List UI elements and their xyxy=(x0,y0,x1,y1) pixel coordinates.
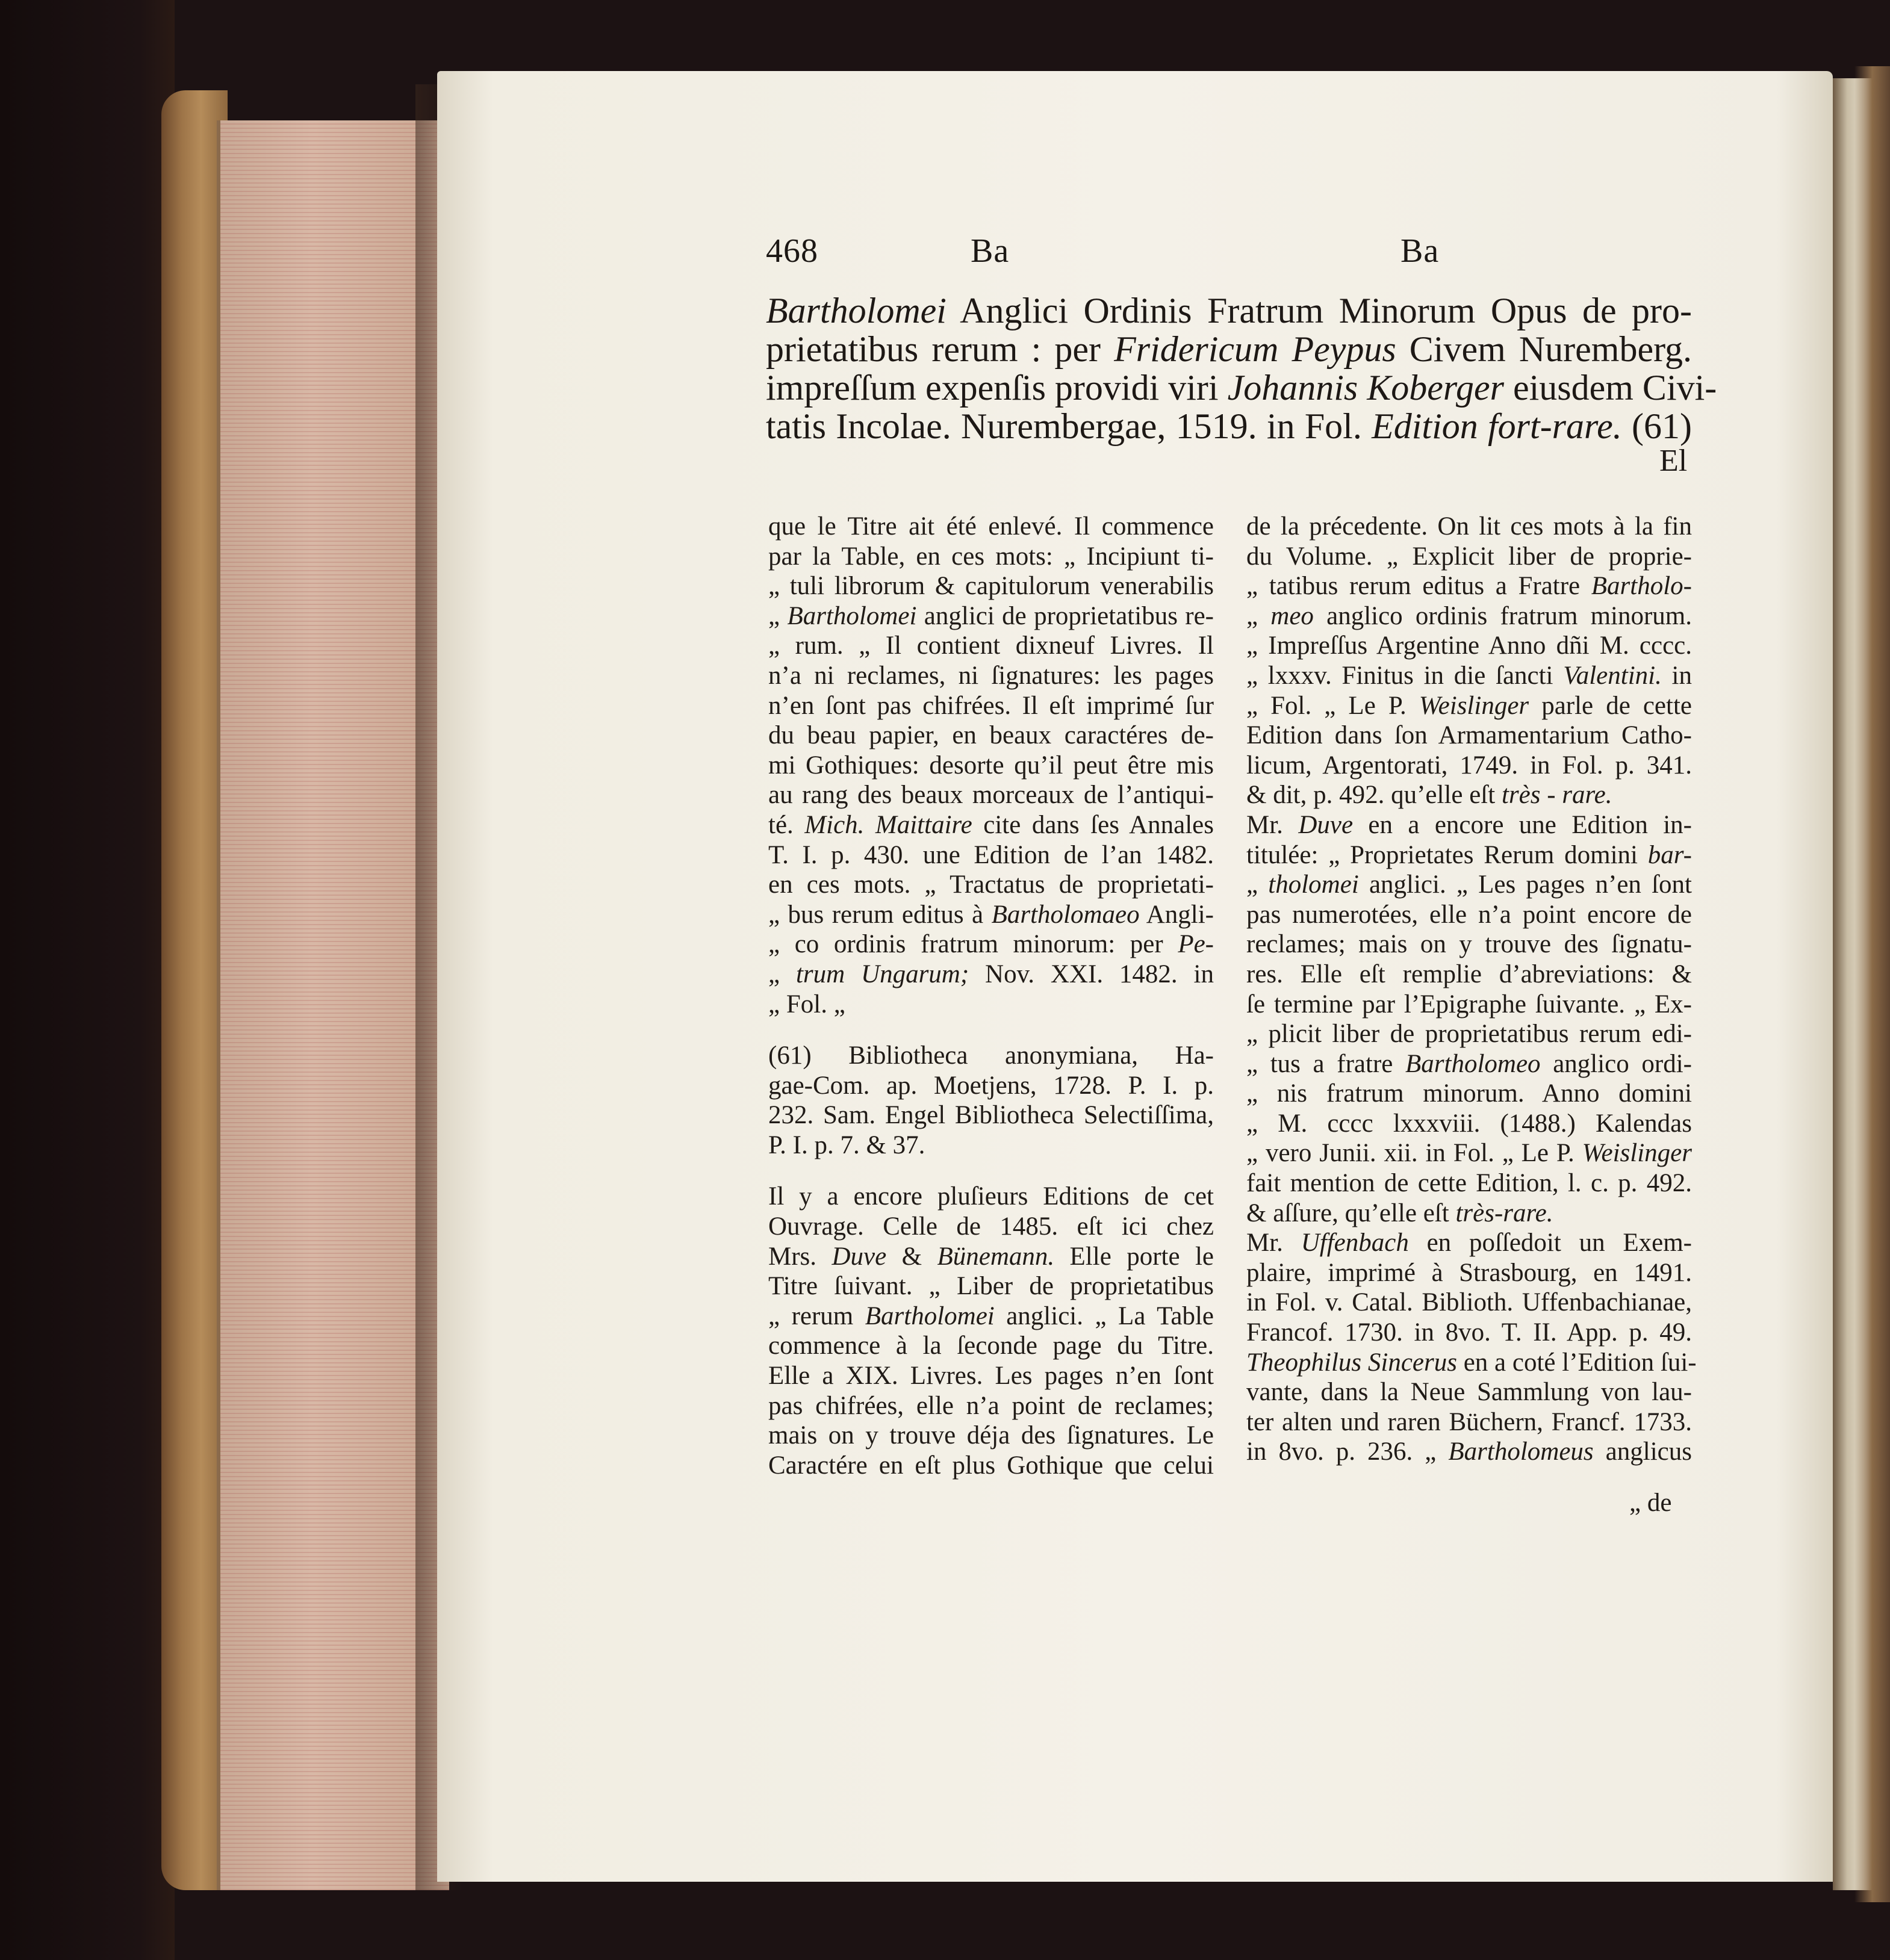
text-line: mais on y trouve déja des ſignatures. Le xyxy=(768,1421,1214,1450)
paragraph-gap xyxy=(768,1160,1214,1182)
catchword-bottom: „ de xyxy=(1629,1489,1672,1517)
text-line: „ nis fratrum minorum. Anno domini xyxy=(1246,1079,1692,1108)
text-line: „ plicit liber de proprietatibus rerum edi- xyxy=(1246,1020,1692,1049)
text-line: n’a ni reclames, ni ſignatures: les pages xyxy=(768,661,1214,690)
text-line: ter alten und raren Büchern, Francf. 1733. xyxy=(1246,1407,1692,1436)
text-line: du beau papier, en beaux caractéres de- xyxy=(768,721,1214,750)
text-line: gae-Com. ap. Moetjens, 1728. P. I. p. xyxy=(768,1071,1214,1100)
text-line: „ Fol. „ Le P. Weislinger parle de cette xyxy=(1246,691,1692,720)
text-line: „ Impreſſus Argentine Anno dñi M. cccc. xyxy=(1246,631,1692,660)
text-line: „ M. cccc lxxxviii. (1488.) Kalendas xyxy=(1246,1109,1692,1138)
text-line: (61) Bibliotheca anonymiana, Ha- xyxy=(768,1041,1214,1070)
text-line: res. Elle eſt remplie d’abreviations: & xyxy=(1246,960,1692,988)
text-line: „ vero Junii. xii. in Fol. „ Le P. Weislinger xyxy=(1246,1139,1692,1168)
text-line: „ rerum Bartholomei anglici. „ La Table xyxy=(768,1301,1214,1330)
running-head-right: Ba xyxy=(1400,232,1440,270)
facing-cover-edge xyxy=(1854,66,1890,1902)
text-line: „ rum. „ Il contient dixneuf Livres. Il xyxy=(768,631,1214,660)
text-line: commence à la ſeconde page du Titre. xyxy=(768,1332,1214,1360)
text-line: que le Titre ait été enlevé. Il commence xyxy=(768,512,1214,541)
text-line: en ces mots. „ Tractatus de proprietati- xyxy=(768,870,1214,899)
text-line: titulée: „ Proprietates Rerum domini bar- xyxy=(1246,840,1692,869)
entry-title xyxy=(766,291,1717,446)
text-line: & dit, p. 492. qu’elle eſt très - rare. xyxy=(1246,781,1612,810)
text-line: & aſſure, qu’elle eſt très-rare. xyxy=(1246,1199,1553,1227)
text-line: Mr. Uffenbach en poſſedoit un Exem- xyxy=(1246,1229,1692,1258)
text-line: reclames; mais on y trouve des ſignatu- xyxy=(1246,930,1692,959)
text-line: „ tatibus rerum editus a Fratre Bartholo- xyxy=(1246,572,1692,601)
running-head-left: Ba xyxy=(971,232,1010,270)
text-line: de la précedente. On lit ces mots à la fin xyxy=(1246,512,1692,541)
title-line: tatis Incolae. Nurembergae, 1519. in Fol. Edition fort-rare. (61) xyxy=(766,406,1692,446)
title-line: prietatibus rerum : per Fridericum Peypus Civem Nuremberg. xyxy=(766,329,1692,369)
text-line: „ tuli librorum & capitulorum venerabilis xyxy=(768,572,1214,601)
page-number: 468 xyxy=(766,232,818,270)
text-line: Il y a encore pluſieurs Editions de cet xyxy=(768,1182,1214,1211)
text-line: Elle a XIX. Livres. Les pages n’en ſont xyxy=(768,1362,1214,1391)
text-line: „ tholomei anglici. „ Les pages n’en ſont xyxy=(1246,870,1692,899)
title-line: impreſſum expenſis providi viri Johannis Koberger eiusdem Civi- xyxy=(766,368,1717,408)
text-line: T. I. p. 430. une Edition de l’an 1482. xyxy=(768,840,1214,869)
text-line: in 8vo. p. 236. „ Bartholomeus anglicus xyxy=(1246,1437,1692,1466)
text-line: té. Mich. Maittaire cite dans ſes Annales xyxy=(768,810,1214,839)
text-line: n’en ſont pas chifrées. Il eſt imprimé ſur xyxy=(768,691,1214,720)
background-dark xyxy=(0,0,175,1960)
text-line: „ Bartholomei anglici de proprietatibus re- xyxy=(768,601,1214,630)
text-line: „ lxxxv. Finitus in die ſancti Valentini. in xyxy=(1246,661,1692,690)
text-line: pas chifrées, elle n’a point de reclames; xyxy=(768,1391,1214,1420)
title-line: Bartholomei Anglici Ordinis Fratrum Minorum Opus de pro- xyxy=(766,291,1692,330)
title-catchword: El xyxy=(1659,444,1688,478)
text-line: licum, Argentorati, 1749. in Fol. p. 341. xyxy=(1246,751,1692,780)
page-edges xyxy=(217,120,449,1890)
text-line: par la Table, en ces mots: „ Incipiunt ti- xyxy=(768,542,1214,571)
text-line: „ meo anglico ordinis fratrum minorum. xyxy=(1246,601,1693,630)
text-line: „ trum Ungarum; Nov. XXI. 1482. in xyxy=(768,960,1214,988)
text-line: Francof. 1730. in 8vo. T. II. App. p. 49. xyxy=(1246,1318,1692,1347)
text-line: Mr. Duve en a encore une Edition in- xyxy=(1246,810,1692,839)
text-line: Edition dans ſon Armamentarium Catho- xyxy=(1246,721,1692,750)
text-line: „ co ordinis fratrum minorum: per Pe- xyxy=(768,930,1214,959)
text-line: fait mention de cette Edition, l. c. p. 492. xyxy=(1246,1169,1692,1198)
left-column xyxy=(768,512,1214,1480)
text-line: „ tus a fratre Bartholomeo anglico ordi- xyxy=(1246,1049,1692,1078)
text-line: ſe termine par l’Epigraphe ſuivante. „ Ex- xyxy=(1246,990,1692,1019)
text-line: 232. Sam. Engel Bibliotheca Selectiſſima, xyxy=(768,1101,1214,1130)
text-line: Theophilus Sincerus en a coté l’Edition ſui- xyxy=(1246,1348,1697,1377)
text-line: „ bus rerum editus à Bartholomaeo Angli- xyxy=(768,900,1214,929)
paragraph-gap xyxy=(768,1019,1214,1041)
text-line: du Volume. „ Explicit liber de proprie- xyxy=(1246,542,1692,571)
text-line: Titre ſuivant. „ Liber de proprietatibus xyxy=(768,1272,1214,1301)
text-line: au rang des beaux morceaux de l’antiqui- xyxy=(768,781,1214,810)
text-line: „ Fol. „ xyxy=(768,990,845,1019)
text-line: mi Gothiques: desorte qu’il peut être mis xyxy=(768,751,1214,780)
text-line: plaire, imprimé à Strasbourg, en 1491. xyxy=(1246,1258,1692,1287)
right-column xyxy=(1246,512,1697,1467)
text-line: Mrs. Duve & Bünemann. Elle porte le xyxy=(768,1242,1214,1271)
text-line: P. I. p. 7. & 37. xyxy=(768,1130,925,1159)
text-line: in Fol. v. Catal. Biblioth. Uffenbachianae, xyxy=(1246,1288,1692,1317)
text-line: pas numerotées, elle n’a point encore de xyxy=(1246,900,1692,929)
text-line: vante, dans la Neue Sammlung von lau- xyxy=(1246,1378,1692,1407)
text-line: Ouvrage. Celle de 1485. eſt ici chez xyxy=(768,1212,1214,1241)
text-line: Caractére en eſt plus Gothique que celui xyxy=(768,1451,1214,1480)
